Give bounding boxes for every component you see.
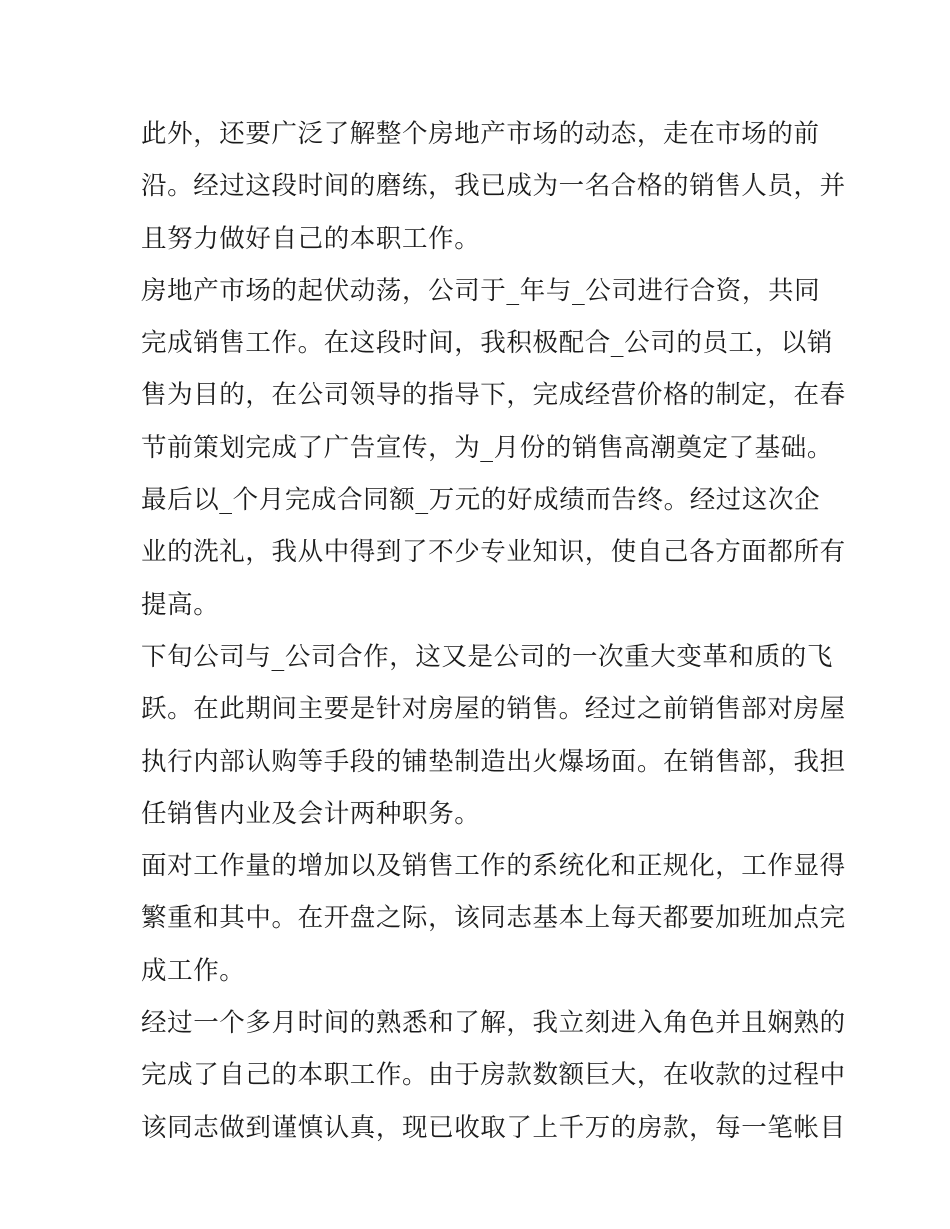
text-line: 繁重和其中。在开盘之际，该同志基本上每天都要加班加点完 — [141, 903, 846, 934]
text-line: 房地产市场的起伏动荡，公司于_年与_公司进行合资，共同 — [141, 275, 821, 306]
text-line: 最后以_个月完成合同额_万元的好成绩而告终。经过这次企 — [141, 485, 821, 516]
text-line: 完成销售工作。在这段时间，我积极配合_公司的员工，以销 — [141, 328, 833, 359]
text-line: 经过一个多月时间的熟悉和了解，我立刻进入角色并且娴熟的 — [141, 1008, 846, 1039]
text-line: 跃。在此期间主要是针对房屋的销售。经过之前销售部对房屋 — [141, 694, 846, 725]
text-line: 此外，还要广泛了解整个房地产市场的动态，走在市场的前 — [141, 119, 820, 149]
document-body — [141, 108, 846, 1154]
text-line: 业的洗礼，我从中得到了不少专业知识，使自己各方面都所有 — [141, 537, 846, 568]
text-line: 沿。经过这段时间的磨练，我已成为一名合格的销售人员，并 — [141, 171, 846, 202]
text-line: 面对工作量的增加以及销售工作的系统化和正规化，工作显得 — [141, 851, 846, 882]
text-line: 节前策划完成了广告宣传，为_月份的销售高潮奠定了基础。 — [141, 432, 833, 463]
text-line: 售为目的，在公司领导的指导下，完成经营价格的制定，在春 — [141, 380, 846, 411]
text-line: 任销售内业及会计两种职务。 — [141, 798, 481, 829]
text-line: 提高。 — [141, 589, 220, 620]
text-line: 完成了自己的本职工作。由于房款数额巨大，在收款的过程中 — [141, 1060, 846, 1091]
text-line: 执行内部认购等手段的铺垫制造出火爆场面。在销售部，我担 — [141, 746, 846, 777]
text-line: 成工作。 — [141, 955, 246, 986]
text-line: 下旬公司与_公司合作，这又是公司的一次重大变革和质的飞 — [141, 641, 833, 672]
text-line: 且努力做好自己的本职工作。 — [141, 223, 481, 254]
text-line: 该同志做到谨慎认真，现已收取了上千万的房款，每一笔帐目 — [141, 1112, 846, 1143]
